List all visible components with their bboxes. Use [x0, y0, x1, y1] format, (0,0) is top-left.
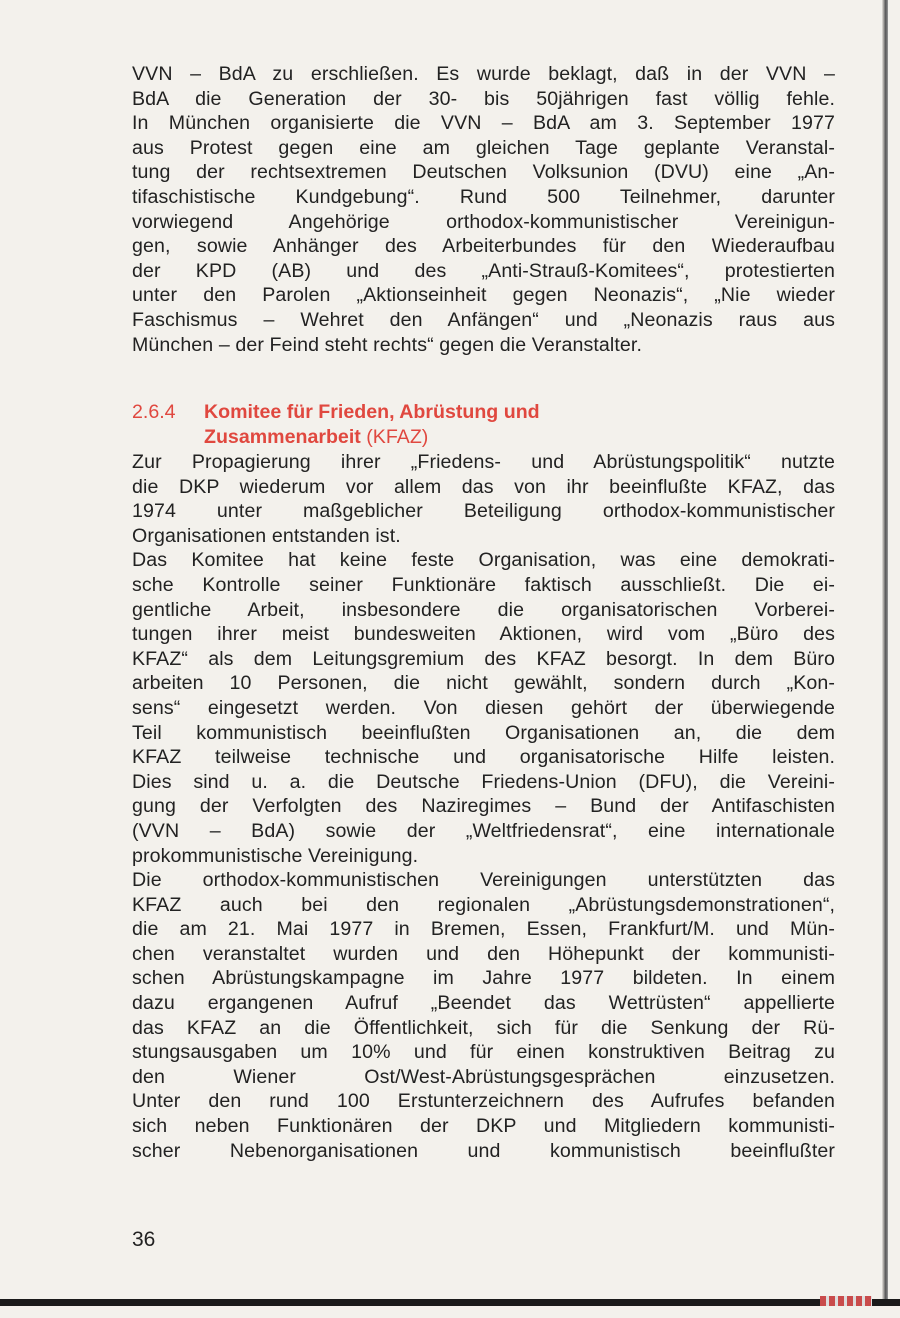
text-line: sche Kontrolle seiner Funktionäre faktisch ausschließt. Die ei-	[132, 573, 835, 596]
text-line: die DKP wiederum vor allem das von ihr beeinflußte KFAZ, das	[132, 475, 835, 498]
text-line: KFAZ auch bei den regionalen „Abrüstungsdemonstrationen“,	[132, 893, 835, 916]
text-line: gentliche Arbeit, insbesondere die organisatorischen Vorberei-	[132, 598, 835, 621]
section-heading	[132, 400, 835, 449]
page-bottom-border	[0, 1299, 900, 1306]
section-title-part-2: Zusammenarbeit	[204, 425, 361, 448]
text-line: Zur Propagierung ihrer „Friedens- und Abrüstungspolitik“ nutzte	[132, 451, 835, 473]
text-line: Faschismus – Wehret den Anfängen“ und „Neonazis raus aus	[132, 308, 835, 331]
text-line: BdA die Generation der 30- bis 50jährigen fast völlig fehle.	[132, 87, 835, 110]
section-heading-line-2	[132, 425, 835, 450]
section-title-part-1: Komitee für Frieden, Abrüstung und	[204, 401, 540, 423]
text-line: sich neben Funktionären der DKP und Mitgliedern kommunisti-	[132, 1115, 835, 1138]
text-line: Dies sind u. a. die Deutsche Friedens-Union (DFU), die Vereini-	[132, 770, 835, 793]
text-line: Teil kommunistisch beeinflußten Organisationen an, die dem	[132, 721, 835, 744]
text-line: gung der Verfolgten des Naziregimes – Bund der Antifaschisten	[132, 795, 835, 818]
text-line: In München organisierte die VVN – BdA am 3. September 1977	[132, 112, 835, 135]
text-line: Unter den rund 100 Erstunterzeichnern des Aufrufes befanden	[132, 1090, 835, 1113]
text-line: dazu ergangenen Aufruf „Beendet das Wettrüsten“ appellierte	[132, 992, 835, 1015]
text-line: KFAZ“ als dem Leitungsgremium des KFAZ besorgt. In dem Büro	[132, 647, 835, 670]
text-line: aus Protest gegen eine am gleichen Tage geplante Veranstal-	[132, 136, 835, 159]
text-line: Das Komitee hat keine feste Organisation, was eine demokrati-	[132, 549, 835, 572]
text-line: arbeiten 10 Personen, die nicht gewählt, sondern durch „Kon-	[132, 672, 835, 695]
body-text	[132, 450, 835, 1163]
text-line: 1974 unter maßgeblicher Beteiligung orthodox-kommunistischer	[132, 500, 835, 523]
text-line: (VVN – BdA) sowie der „Weltfriedensrat“, eine internationale	[132, 819, 835, 842]
intro-paragraph	[132, 62, 835, 357]
text-line: chen veranstaltet wurden und den Höhepunkt der kommunisti-	[132, 942, 835, 965]
section-number: 2.6.4	[132, 401, 176, 423]
text-line: schen Abrüstungskampagne im Jahre 1977 bildeten. In einem	[132, 967, 835, 990]
text-line: stungsausgaben um 10% und für einen konstruktiven Beitrag zu	[132, 1041, 835, 1064]
text-line: unter den Parolen „Aktionseinheit gegen Neonazis“, „Nie wieder	[132, 284, 835, 307]
text-line: vorwiegend Angehörige orthodox-kommunistischer Vereinigun-	[132, 210, 835, 233]
text-line: KFAZ teilweise technische und organisatorische Hilfe leisten.	[132, 746, 835, 769]
section-heading-line-1	[132, 400, 835, 425]
text-line: München – der Feind steht rechts“ gegen die Veranstalter.	[132, 333, 642, 356]
text-line: sens“ eingesetzt werden. Von diesen gehört der überwiegende	[132, 696, 835, 719]
text-line: prokommunistische Vereinigung.	[132, 844, 419, 867]
text-line: das KFAZ an die Öffentlichkeit, sich für die Senkung der Rü-	[132, 1016, 835, 1039]
text-line: VVN – BdA zu erschließen. Es wurde beklagt, daß in der VVN –	[132, 63, 835, 85]
page-edge-shadow	[882, 0, 888, 1300]
text-line: tung der rechtsextremen Deutschen Volksunion (DVU) eine „An-	[132, 161, 835, 184]
text-line: der KPD (AB) und des „Anti-Strauß-Komitees“, protestierten	[132, 259, 835, 282]
print-color-mark	[820, 1296, 872, 1306]
text-line: Organisationen entstanden ist.	[132, 524, 401, 547]
section-abbreviation: (KFAZ)	[366, 425, 429, 448]
page-number: 36	[132, 1228, 156, 1251]
text-line: tifaschistische Kundgebung“. Rund 500 Teilnehmer, darunter	[132, 185, 835, 208]
text-line: die am 21. Mai 1977 in Bremen, Essen, Frankfurt/M. und Mün-	[132, 918, 835, 941]
text-line: gen, sowie Anhänger des Arbeiterbundes für den Wiederaufbau	[132, 235, 835, 258]
text-line: Die orthodox-kommunistischen Vereinigungen unterstützten das	[132, 869, 835, 892]
text-line: den Wiener Ost/West-Abrüstungsgesprächen einzusetzen.	[132, 1065, 835, 1088]
text-line: scher Nebenorganisationen und kommunistisch beeinflußter	[132, 1139, 835, 1162]
text-line: tungen ihrer meist bundesweiten Aktionen, wird vom „Büro des	[132, 623, 835, 646]
